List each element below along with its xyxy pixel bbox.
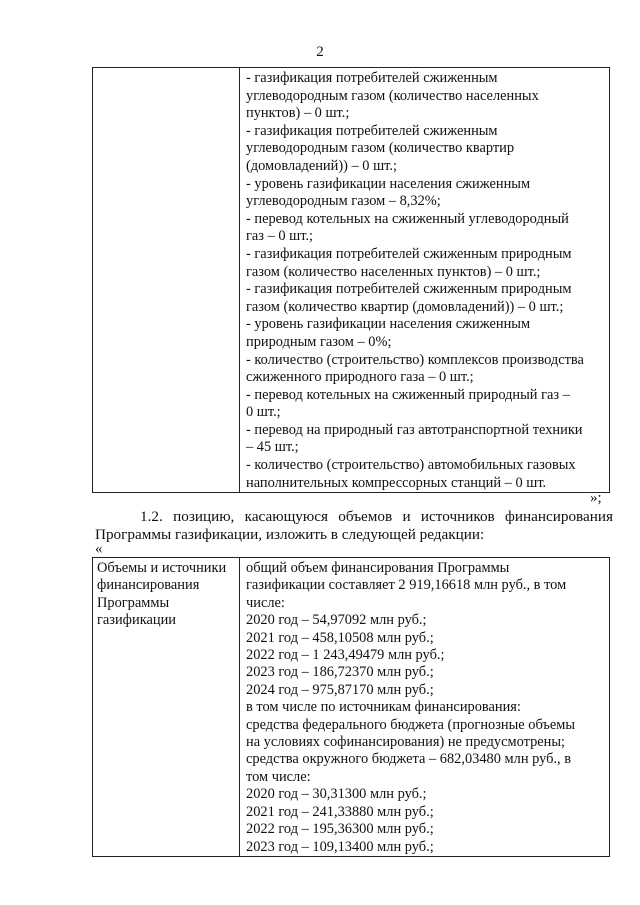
text-line: 2024 год – 975,87170 млн руб.; xyxy=(246,681,434,698)
text-line: углеводородным газом (количество квартир xyxy=(246,140,515,157)
text-line: углеводородным газом (количество населенных xyxy=(246,87,539,104)
text-line: пунктов) – 0 шт.; xyxy=(246,105,350,122)
opening-quote: « xyxy=(95,541,103,557)
text-line: - уровень газификации населения сжиженным xyxy=(246,316,531,333)
text-line: в том числе по источникам финансирования: xyxy=(246,699,521,716)
table-row xyxy=(93,68,610,493)
text-line: 2021 год – 241,33880 млн руб.; xyxy=(246,803,434,820)
text-line: - перевод котельных на сжиженный природный газ – xyxy=(246,386,570,403)
text-line: 2023 год – 109,13400 млн руб.; xyxy=(246,838,434,855)
text-line: Объемы и источники xyxy=(97,560,227,576)
text-line: газом (количество населенных пунктов) – 0 шт.; xyxy=(246,263,541,280)
text-line: углеводородным газом – 8,32%; xyxy=(246,193,441,210)
page-number: 2 xyxy=(316,44,324,60)
text-line: 2022 год – 1 243,49479 млн руб.; xyxy=(246,647,445,664)
text-line: - перевод на природный газ автотранспортной техники xyxy=(246,421,583,438)
text-line: - перевод котельных на сжиженный углеводородный xyxy=(246,210,569,227)
text-line: средства окружного бюджета – 682,03480 млн руб., в xyxy=(246,751,572,768)
financing-label xyxy=(93,558,239,630)
indicators-table xyxy=(92,67,610,493)
text-line: том числе: xyxy=(246,768,311,785)
closing-quote: »; xyxy=(590,490,602,506)
text-line: 0 шт.; xyxy=(246,404,281,421)
text-line: - газификация потребителей сжиженным природным xyxy=(246,245,572,262)
text-line: сжиженного природного газа – 0 шт.; xyxy=(246,369,474,386)
text-line: на условиях софинансирования) не предусмотрены; xyxy=(246,734,566,751)
text-line: - количество (строительство) комплексов производства xyxy=(246,351,584,368)
text-line: 2021 год – 458,10508 млн руб.; xyxy=(246,629,434,646)
text-line: - газификация потребителей сжиженным xyxy=(246,122,498,139)
table-label-cell xyxy=(93,68,240,493)
text-line: Программы xyxy=(97,594,170,611)
text-line: наполнительных компрессорных станций – 0 шт. xyxy=(246,474,547,491)
financing-table xyxy=(92,557,610,857)
text-line: газ – 0 шт.; xyxy=(246,228,314,245)
text-line: общий объем финансирования Программы xyxy=(246,560,510,576)
table-label-cell xyxy=(93,558,240,857)
table-content-cell xyxy=(240,558,610,857)
table-content-cell xyxy=(240,68,610,493)
text-line: - газификация потребителей сжиженным xyxy=(246,70,498,86)
amendment-paragraph xyxy=(95,508,613,544)
indicators-list xyxy=(240,68,609,492)
table-row xyxy=(93,558,610,857)
paragraph-line: 1.2. позицию, касающуюся объемов и источников финансирования xyxy=(140,508,613,525)
text-line: - количество (строительство) автомобильных газовых xyxy=(246,457,576,474)
text-line: финансирования xyxy=(97,577,200,594)
text-line: газификации xyxy=(97,612,176,629)
text-line: - уровень газификации населения сжиженным xyxy=(246,175,531,192)
text-line: природным газом – 0%; xyxy=(246,333,392,350)
text-line: газом (количество квартир (домовладений)) – 0 шт.; xyxy=(246,298,564,315)
text-line: 2022 год – 195,36300 млн руб.; xyxy=(246,821,434,838)
text-line: 2020 год – 30,31300 млн руб.; xyxy=(246,786,427,803)
text-line: (домовладений)) – 0 шт.; xyxy=(246,157,397,174)
text-line: – 45 шт.; xyxy=(246,439,299,456)
text-line: средства федерального бюджета (прогнозные объемы xyxy=(246,716,576,733)
financing-list xyxy=(240,558,609,856)
text-line: 2020 год – 54,97092 млн руб.; xyxy=(246,612,427,629)
text-line: числе: xyxy=(246,594,285,611)
paragraph-line: Программы газификации, изложить в следующей редакции: xyxy=(95,526,485,543)
text-line: газификации составляет 2 919,16618 млн руб., в том xyxy=(246,577,567,594)
text-line: - газификация потребителей сжиженным природным xyxy=(246,281,572,298)
text-line: 2023 год – 186,72370 млн руб.; xyxy=(246,664,434,681)
